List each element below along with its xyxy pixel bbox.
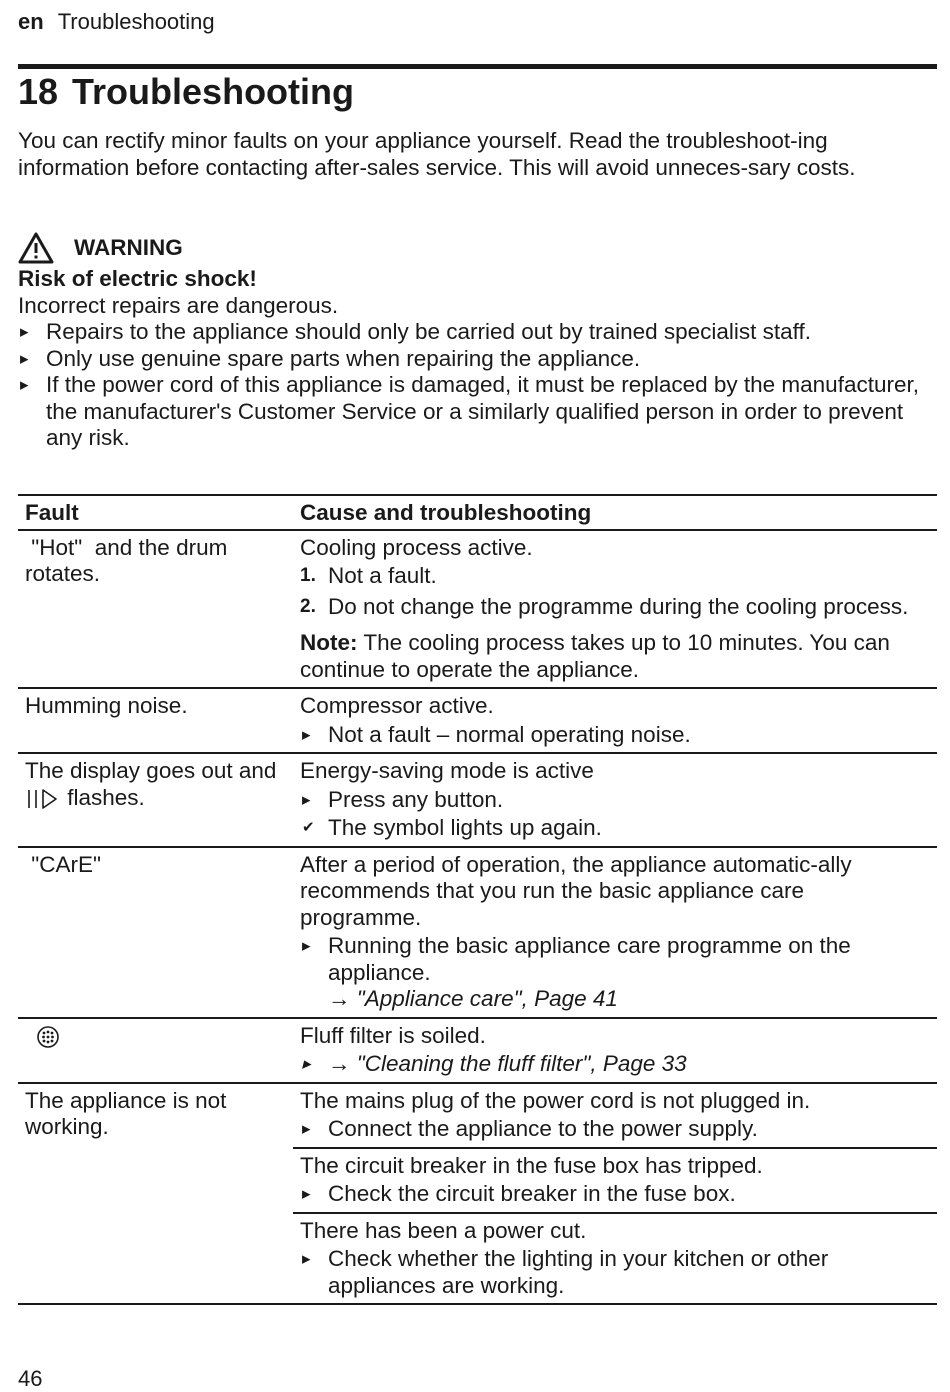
note	[300, 630, 931, 683]
cause-text: The mains plug of the power cord is not plugged in.	[300, 1087, 811, 1113]
cause-cell	[293, 1213, 937, 1305]
action-list	[300, 1116, 931, 1143]
result-item: ✔ The symbol lights up again.	[300, 815, 931, 842]
step-text: Not a fault.	[328, 563, 437, 588]
cause-cell	[293, 753, 937, 847]
cause-text: Compressor active.	[300, 693, 494, 718]
fault-cell	[18, 1018, 293, 1083]
cause-cell	[293, 1148, 937, 1213]
step-item	[300, 563, 931, 590]
step-item	[300, 594, 931, 621]
cause-cell	[293, 688, 937, 753]
cause-cell	[293, 847, 937, 1018]
warning-item: ▸ If the power cord of this appliance is damaged, it must be replaced by the manufacturer, the manufacturer's Customer Service or a similarly qualified person in order to prevent any risk.	[18, 372, 928, 452]
section-name: Troubleshooting	[57, 9, 215, 34]
fault-cell: "Hot" and the drum rotates.	[18, 530, 293, 689]
action-list	[300, 1246, 931, 1299]
step-text: Do not change the programme during the cooling process.	[328, 593, 909, 619]
language-code: en	[18, 9, 44, 34]
cause-text: The circuit breaker in the fuse box has tripped.	[300, 1152, 763, 1178]
action-item: ▸ Connect the appliance to the power supply.	[300, 1116, 931, 1143]
table-row	[18, 530, 937, 689]
page-title	[18, 70, 354, 114]
action-item: ▸ Check whether the lighting in your kitchen or other appliances are working.	[300, 1246, 931, 1299]
cause-text: There has been a power cut.	[300, 1217, 587, 1243]
running-header	[18, 8, 215, 36]
table-row	[18, 1083, 937, 1148]
warning-block	[18, 230, 928, 452]
action-list	[300, 933, 931, 986]
warning-list	[18, 319, 928, 452]
page-number: 46	[18, 1366, 43, 1391]
table-row	[18, 1018, 937, 1083]
warning-item: ▸ Repairs to the appliance should only be carried out by trained specialist staff.	[18, 319, 928, 346]
header-rule	[18, 64, 937, 69]
fault-cell: The appliance is not working.	[18, 1083, 293, 1305]
cause-text: After a period of operation, the appliance automatic-ally recommends that you run the basic appliance care programme.	[300, 851, 852, 930]
action-list	[300, 722, 931, 749]
warning-text: Incorrect repairs are dangerous.	[18, 292, 339, 318]
warning-heading: Risk of electric shock!	[18, 266, 257, 291]
note-text: The cooling process takes up to 10 minutes. You can continue to operate the appliance.	[300, 630, 890, 682]
warning-header	[18, 230, 928, 266]
table-row	[18, 688, 937, 753]
step-number: 2.	[300, 595, 316, 617]
fluff-filter-icon	[35, 1024, 61, 1050]
action-list	[300, 1051, 931, 1078]
fault-cell	[18, 753, 293, 847]
warning-triangle-icon	[18, 232, 54, 264]
action-list	[300, 787, 931, 814]
column-header-fault: Fault	[18, 495, 293, 530]
chapter-number: 18	[18, 71, 59, 112]
action-item: ▸ Running the basic appliance care programme on the appliance.	[300, 933, 931, 986]
note-label: Note:	[300, 630, 358, 655]
start-pause-icon	[25, 788, 61, 810]
warning-label: WARNING	[74, 234, 183, 260]
step-list	[300, 563, 931, 620]
cause-cell	[293, 530, 937, 689]
action-item: ▸ Check the circuit breaker in the fuse box.	[300, 1181, 931, 1208]
table-row	[18, 847, 937, 1018]
cause-text: Energy-saving mode is active	[300, 758, 594, 783]
page-reference: → "Appliance care", Page 41	[328, 986, 618, 1011]
fault-text: flashes.	[61, 784, 145, 810]
action-item: ▸ Not a fault – normal operating noise.	[300, 722, 931, 749]
fault-cell: Humming noise.	[18, 688, 293, 753]
page-reference: ▸ → "Cleaning the fluff filter", Page 33	[300, 1051, 931, 1078]
cause-cell	[293, 1018, 937, 1083]
chapter-title: Troubleshooting	[72, 71, 355, 112]
result-list	[300, 815, 931, 842]
step-number: 1.	[300, 565, 316, 586]
cause-cell	[293, 1083, 937, 1148]
fault-cell: "CArE"	[18, 847, 293, 1018]
warning-item: ▸ Only use genuine spare parts when repairing the appliance.	[18, 346, 928, 373]
cause-text: Fluff filter is soiled.	[300, 1022, 486, 1048]
table-row	[18, 753, 937, 847]
action-item: ▸ Press any button.	[300, 787, 931, 814]
fault-text: The display goes out and	[25, 758, 277, 783]
cause-text: Cooling process active.	[300, 534, 533, 560]
intro-paragraph: You can rectify minor faults on your appliance yourself. Read the troubleshoot-ing information before contacting after-sales service. This will avoid unneces-sary costs.	[18, 128, 856, 180]
action-list	[300, 1181, 931, 1208]
troubleshooting-table	[18, 494, 937, 1305]
column-header-cause: Cause and troubleshooting	[293, 495, 937, 530]
